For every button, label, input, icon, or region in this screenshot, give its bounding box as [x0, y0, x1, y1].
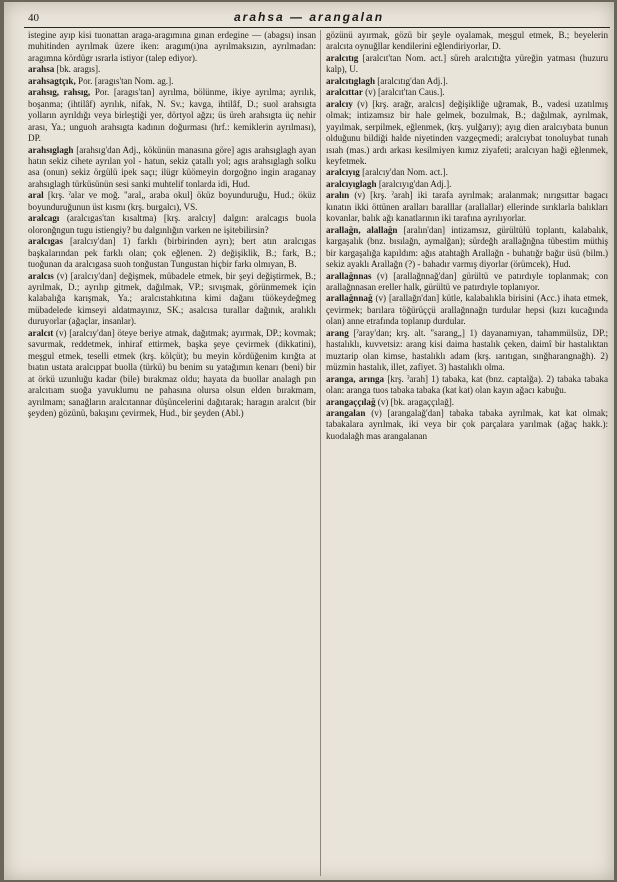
entry-headword: aralcıt	[28, 327, 54, 338]
dictionary-entry	[326, 167, 608, 178]
dictionary-entry	[326, 76, 608, 87]
dictionary-entry	[326, 30, 608, 53]
entry-headword: aralcıs	[28, 270, 54, 281]
entry-headword: arang	[326, 327, 349, 338]
entry-definition: [ˀaray'dan; krş. alt. "sarang„] 1) dayanamıyan, tahammülsüz, DP.; hastalıklı, kuvvetsiz: arang kisi daima hastalık çeken, daimî bir hastalıktan muztarip olan kimse, hastalıklı adam (krş. ıarıtıgan, sınğharangnağh). 2) müzmin hastalık, illet, zafiyet. 3) hastalıklı olma.	[326, 327, 608, 373]
entry-headword: aralcıgas	[28, 236, 63, 247]
entry-definition: [aralcıy'dan Nom. act.].	[362, 167, 448, 178]
dictionary-entry	[326, 328, 608, 374]
dictionary-entry	[28, 64, 316, 75]
entry-definition: istegine ayıp kisi tuonattan araga-aragımına gınan erdegine — (abagsı) insan muhitinden ayrılmak üzere iken: aragım(ı)na ayrılmaksızın, ayrılmadan: aragımna kördügr ısrarla istiyor (talep ediyor).	[28, 30, 316, 63]
entry-headword: arahsıg, rahsıg,	[28, 87, 91, 98]
dictionary-entry	[326, 190, 608, 224]
entry-headword: aralcıy	[326, 98, 353, 109]
page-header	[4, 2, 614, 28]
entry-headword: arahsagtçık,	[28, 75, 76, 86]
page-number: 40	[28, 12, 39, 24]
dictionary-entry	[326, 374, 608, 397]
entry-headword: aralcıtıglagh	[326, 75, 375, 86]
entry-definition: Por. [aragıs'tan] ayrılma, bölünme, ikiye ayrılma; ayrılık, boşanma; (ihtilâf) ayrılık, nifak, N. Sv.; kavga, ihtilâf, D.; suol arahsıgta yolların ayrıldığı veya birleştiği yer, dörtyol ağzı; üs üreh arahsıgta üç nehir arası, Ya.; unguoh arahsıgta kadının doğurması (hrf.: kemiklerin ayrılması), DP.	[28, 87, 316, 144]
dictionary-entry	[28, 87, 316, 144]
entry-headword: aralcıtıg	[326, 52, 359, 63]
dictionary-entry	[28, 30, 316, 64]
dictionary-entry	[326, 99, 608, 168]
entry-definition: [krş. ˀalar ve moğ. "aral„ araba okul] öküz boyunduruğu, Hud.; öküz boyunduruğunun üst kısmı (krş. burgalcı), VS.	[28, 190, 316, 212]
dictionary-entry	[326, 408, 608, 442]
entry-definition: [aralın'dan] intizamsız, gürültülü toplantı, kalabalık, kargaşalık (bnz. bısılağn, aymalğan); sürdeğh arallağnğna tübestim müthiş bir kargaşalığa kapıldım: ağıs atahtağh Arallağn - buhatığr bağır üsü (bilm.) sekiz ayaklı Arallağn (?) - bahadır varmış diyorlar (örümcek), Hud.	[326, 224, 608, 270]
entry-definition: (v) [aralcıt'tan Caus.].	[365, 87, 445, 98]
dictionary-entry	[326, 397, 608, 408]
entry-definition: gözünü ayırmak, gözü bir şeyle oyalamak, meşgul etmek, B.; beyelerin aralcıta oynuğllar kendilerini eğlendiriyorlar, D.	[326, 30, 608, 52]
entry-headword: arallağnnağ	[326, 293, 373, 304]
entry-headword: arahsa	[28, 64, 55, 75]
entry-definition: (v) [aralcıy'dan] öteye beriye atmak, dağıtmak; ayırmak, DP.; kovmak; savurmak, reddetmek, inhiraf ettirmek, başka şeye çevirmek (dikkatini), meşgul etmek, teselli etmek (krş. kölçüt); bu meyin kördüğenim kırığta at bıatın ustata aralcıppat buolla (türkü) bu benim su yatağımın kenarı (beni) bir at örkü uzunluğu kadar (bile) bırakmaz oldu; hayata da buollar analagh pın aralcıtıam suoğa yavuklumu ne pahasına olursa olsun elden bırakmam, ayrılmam; sanağların aralcıtannar düşüncelerini dağıtarak; haragın aralcıt (bir şeyden) gözünü, bakışını çevirmek, Hud., bir şeyden (Abl.)	[28, 327, 316, 418]
entry-definition: [krş. ˀarah] 1) tabaka, kat (bnz. captalğa). 2) tabaka tabaka olan: aranga tuos tabaka tabaka (kat kat) olan kayın ağacı kabuğu.	[326, 373, 608, 396]
dictionary-entry	[326, 225, 608, 271]
left-column	[28, 30, 316, 876]
dictionary-entry	[28, 213, 316, 236]
header-rule	[24, 27, 610, 28]
entry-definition: [arahsıg'dan Adj., kökünün manasına göre] agıs arahsıglagh ayan hatın sekiz cihete ayrılan yol - hatun, sekiz çatallı yol; agıs arahsıglagh solku asa (onun) sekiz örgülü ipek saçı; ilügr küömeyin dorgoğno ingin araganay arahsıglagh türküsünün sesi sanki muhtelif tonlarda idi, Hud.	[28, 144, 316, 189]
dictionary-entry	[326, 271, 608, 294]
entry-definition: (aralcıgas'tan kısaltma) [krş. aralcıy] dalgın: aralcagıs buola oloronğngun tugu istiengiy? bu dalgınlığın varken ne işitebilirsin?	[28, 213, 316, 235]
entry-definition: (v) [krş. ˀarah] iki tarafa ayrılmak; aralanmak; nırıgsıttar bagacı kınatın ikki öttünen aralları baralllar (arallallar) ellerinde sırıklarla balıkları kovanlar, balık ağı kanatlarının iki tarafına ayrılıyorlar.	[326, 190, 608, 224]
entry-definition: [aralcıt'tan Nom. act.] süreh aralcıtığta yüreğin yatması (huzuru kalp), U.	[326, 52, 608, 75]
entry-headword: arallağn, alallağn	[326, 224, 398, 235]
entry-definition: (v) [aralcıy'dan] değişmek, mübadele etmek, bir şeyi değiştirmek, B.; ayrılmak, D.; ayrılıp gitmek, dağılmak, VP.; sıvışmak, görünmemek için kalabalığa karışmak, Ya.; aralcıstahkıtına kimi dağanı tüökeydeğmeg mübadelede kimseyi aldatmayınız, SK.; asalcısa turallar dağınık, aralıklı duruyorlar (ağaçlar, insanlar).	[28, 270, 316, 327]
dictionary-entry	[28, 145, 316, 191]
dictionary-entry	[326, 87, 608, 98]
entry-definition: (v) [arallağnnağ'dan] gürültü ve patırdıyle toplanmak; con arallağnnasan ereller halk, gürültü ve patırdıyle toplanıyor.	[326, 270, 608, 292]
entry-headword: aralcıyıg	[326, 167, 360, 178]
column-divider	[320, 30, 321, 876]
entry-definition: (v) [bk. aragaççılağ].	[377, 396, 455, 407]
entry-definition: [aralcıtıg'dan Adj.].	[377, 75, 448, 86]
dictionary-entry	[326, 53, 608, 76]
dictionary-entry	[326, 293, 608, 327]
entry-definition: (v) [arallağn'dan] kütle, kalabalıkla birisini (Acc.) ihata etmek, çevirmek; barılara töğürüççü arallağnnağn turdular hepsi (kızı kucağında olan) anne etrafında toplanıp durdular.	[326, 293, 608, 327]
dictionary-entry	[28, 76, 316, 87]
entry-headword: arangalan	[326, 407, 366, 418]
entry-definition: [aralcıy'dan] 1) farklı (birbirinden ayrı); bert atın aralcıgas başkalarından pek farklı olan; çok eğlenen. 2) değişiklik, B.; fark, B.; tuoğunan da aralcıgasa suoh tonğustan Tungustan hiçbir farkı olmıyan, B.	[28, 236, 316, 270]
entry-definition: [aralcıyıg'dan Adj.].	[378, 178, 452, 189]
running-head: arahsa — arangalan	[233, 10, 385, 24]
dictionary-entry	[28, 271, 316, 328]
entry-headword: aral	[28, 190, 44, 201]
dictionary-entry	[28, 190, 316, 213]
entry-headword: aranga, arınga	[326, 373, 385, 384]
entry-headword: arallağnnas	[326, 270, 372, 281]
entry-headword: aralın	[326, 190, 350, 201]
right-column	[326, 30, 608, 876]
entry-headword: aralcıyıglagh	[326, 178, 377, 189]
entry-definition: (v) [arangalağ'dan] tabaka tabaka ayrılmak, kat kat olmak; tabakalara ayrılmak, iki veya bir çok parçalara yarılmak (ağaç hakk.): kuodalağh mas arangalanan	[326, 407, 608, 441]
entry-headword: aralcıttar	[326, 87, 363, 98]
dictionary-entry	[326, 179, 608, 190]
entry-headword: arahsıglagh	[28, 144, 74, 155]
entry-definition: (v) [krş. arağr, aralcıs] değişikliğe uğramak, B., vadesi uzatılmış olmak; intizamsız bir hale gelmek, bozulmak, B.; dağılmak, ayrılmak, yayılmak, serpilmek, eğlenmek, (krş. yulğarıy); ayıg dien aralcıybata bunun olduğunu bildiği halde niyetinden vazgeçmedi; aralcıybat tonoluybat tunah ısıah (mas.) ardı arkası kesilmiyen kımız ziyafeti; aralcıyan haği eğlenmek, keyfetmek.	[326, 98, 608, 166]
dictionary-entry	[28, 236, 316, 270]
dictionary-page	[4, 2, 614, 880]
entry-definition: [bk. aragıs].	[56, 64, 101, 75]
entry-headword: arangaççılağ	[326, 396, 376, 407]
dictionary-entry	[28, 328, 316, 420]
entry-headword: aralcagı	[28, 213, 60, 224]
entry-definition: Por. [aragıs'tan Nom. ag.].	[78, 75, 174, 86]
